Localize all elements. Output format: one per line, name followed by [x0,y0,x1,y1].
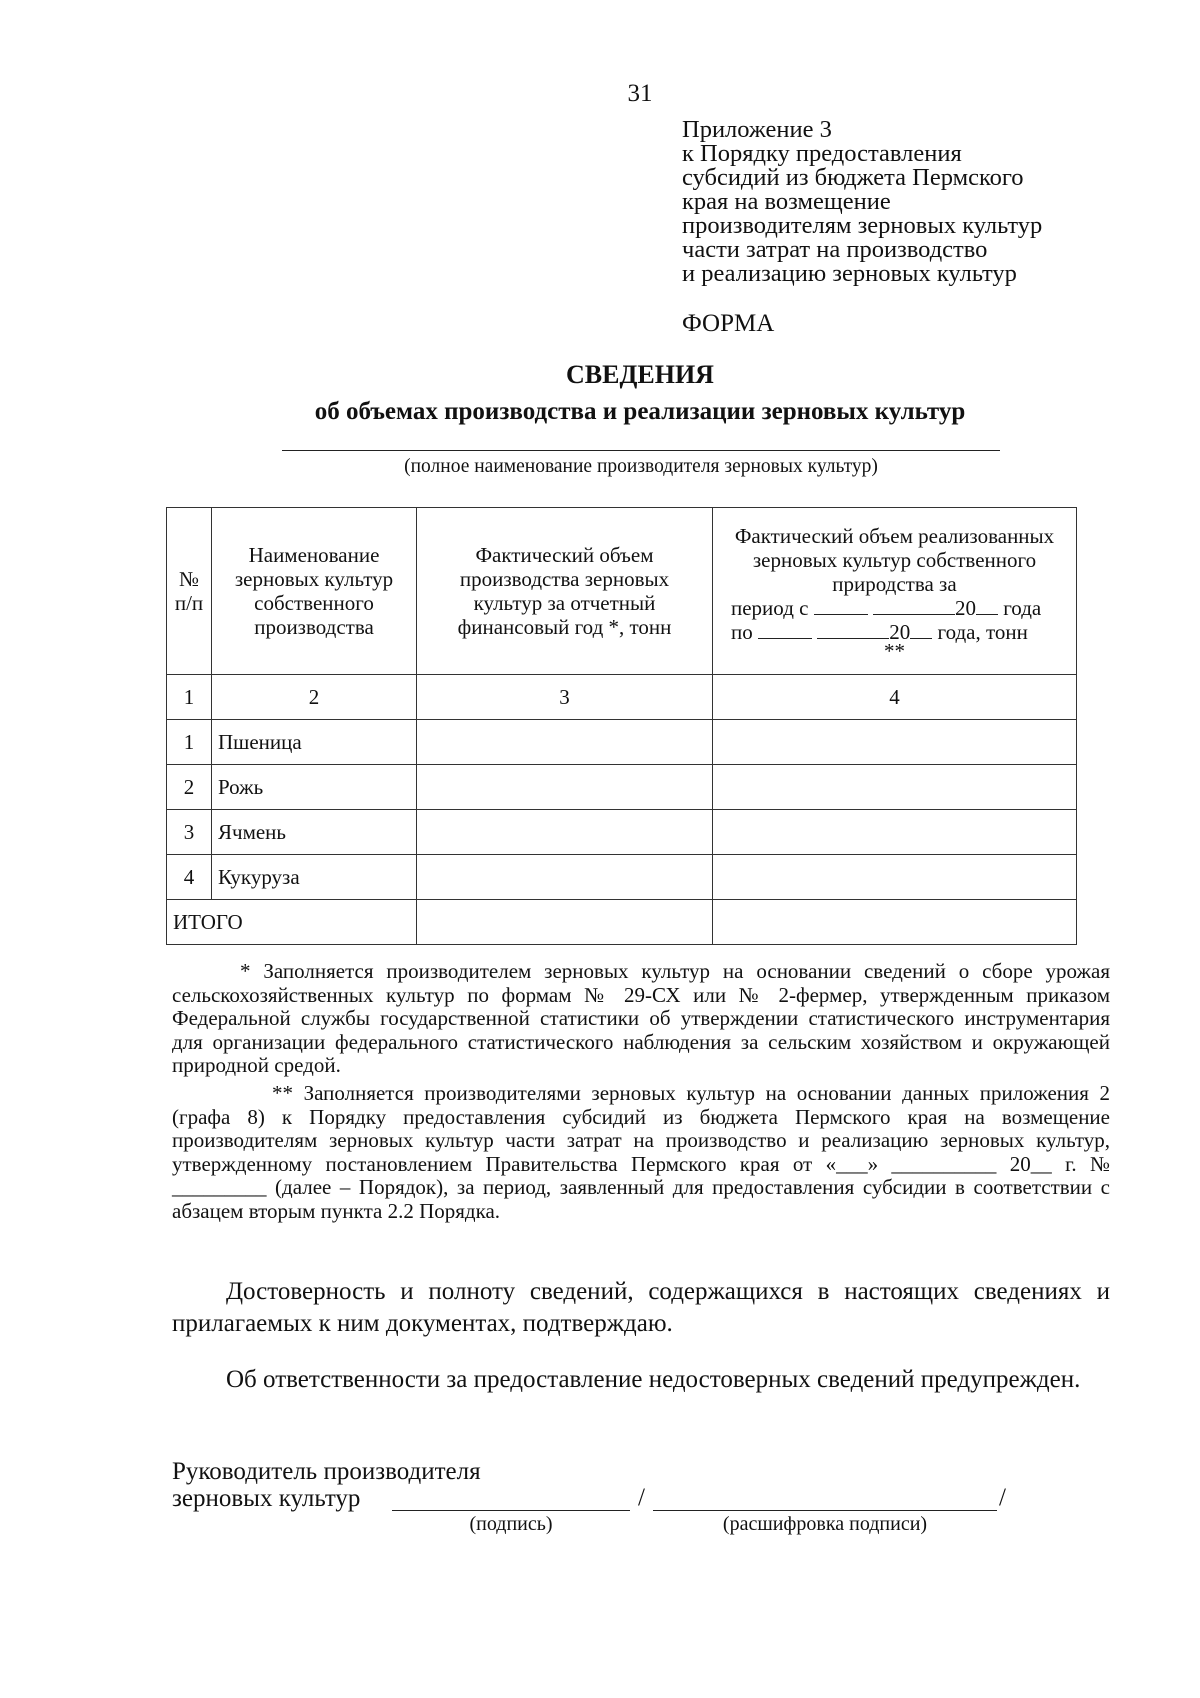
table-row [167,810,1077,855]
footnote-2: ** Заполняется производителями зерновых культур на основании данных приложения 2 (графа 8) к Порядку предоставления субсидий из бюджета Пермского края на возмещение производителям зерновых культур части затрат на производство и реализацию зерновых культур, утвержденному постановлением Правительства Пермского края от «___» __________ 20__ г. № _________ (далее – Порядок), за период, заявленный для предоставления субсидии в соответствии с абзацем вторым пункта 2.2 Порядка. [172,1081,1110,1223]
producer-name-hint: (полное наименование производителя зерновых культур) [404,456,878,477]
signature-decode-hint: (расшифровка подписи) [722,1513,928,1535]
period-from-month-field[interactable] [873,596,955,615]
column-number-row [167,675,1077,720]
period-to: по 20 года, тонн [731,620,1028,644]
header-production-volume: Фактический объем производства зерновых культур за отчетный финансовый год *, тонн [417,508,713,675]
table-row [167,720,1077,765]
document-title: СВЕДЕНИЯ [566,360,714,389]
responsibility-statement: Об ответственности за предоставление недостоверных сведений предупрежден. [226,1366,1081,1393]
signature-hint: (подпись) [469,1513,553,1535]
crop-name: Пшеница [212,720,417,765]
footnote-1: * Заполняется производителем зерновых культур на основании сведений о сборе урожая сельскохозяйственных культур по формам № 29-СХ или № 2-фермер, утвержденным приказом Федеральной службы государственной статистики об утверждении статистического инструментария для организации федерального статистического наблюдения за сельским хозяйством и окружающей природной средой. [172,959,1110,1077]
sales-volume-cell[interactable] [713,855,1077,900]
column-number: 1 [167,675,212,720]
row-number: 4 [167,855,212,900]
signature-decode-field[interactable] [653,1510,997,1511]
total-row [167,900,1077,945]
column-number: 4 [713,675,1077,720]
production-volume-cell[interactable] [417,765,713,810]
sales-volume-cell[interactable] [713,765,1077,810]
row-number: 1 [167,720,212,765]
crop-name: Ячмень [212,810,417,855]
period-from: период с 20 года [731,596,1042,620]
table-header-row [167,508,1077,675]
signer-title-line: Руководитель производителя [172,1458,481,1485]
production-volume-cell[interactable] [417,720,713,765]
appendix-line: субсидий из бюджета Пермского [682,164,1024,191]
appendix-reference [682,118,1152,286]
signer-title-line: зерновых культур [172,1485,361,1512]
total-label: ИТОГО [167,900,417,945]
sales-volume-cell[interactable] [713,720,1077,765]
column-number: 3 [417,675,713,720]
total-sales-cell[interactable] [713,900,1077,945]
total-production-cell[interactable] [417,900,713,945]
signature-separator: / [999,1484,1006,1511]
period-from-day-field[interactable] [814,596,868,615]
production-volume-cell[interactable] [417,810,713,855]
header-sales-text: Фактический объем реализованных зерновых культур собственного природства за [734,524,1055,596]
signature-separator: / [638,1484,645,1511]
producer-name-field[interactable] [282,450,1000,451]
period-to-day-field[interactable] [758,620,812,639]
header-number: № п/п [167,508,212,675]
appendix-line: производителям зерновых культур [682,212,1043,239]
header-sales-mark: ** [884,639,905,663]
period-to-year-field[interactable] [910,620,932,639]
production-volume-cell[interactable] [417,855,713,900]
appendix-line: и реализацию зерновых культур [682,260,1017,287]
appendix-line: края на возмещение [682,188,891,215]
header-sales-volume [713,508,1077,675]
table-row [167,765,1077,810]
appendix-line: к Порядку предоставления [682,140,962,167]
sales-volume-cell[interactable] [713,810,1077,855]
row-number: 3 [167,810,212,855]
crop-name: Рожь [212,765,417,810]
appendix-line: Приложение 3 [682,116,832,143]
crop-name: Кукуруза [212,855,417,900]
row-number: 2 [167,765,212,810]
signature-field[interactable] [392,1510,630,1511]
header-crop-name: Наименование зерновых культур собственного производства [212,508,417,675]
table-row [167,855,1077,900]
signer-title [172,1458,481,1512]
appendix-line: части затрат на производство [682,236,988,263]
page-number: 31 [627,80,653,107]
grain-volume-table [166,507,1077,945]
period-to-month-field[interactable] [817,620,889,639]
form-label: ФОРМА [682,310,775,337]
confirmation-statement: Достоверность и полноту сведений, содержащихся в настоящих сведениях и прилагаемых к ним документах, подтверждаю. [172,1278,1110,1337]
period-from-year-field[interactable] [976,596,998,615]
column-number: 2 [212,675,417,720]
document-subtitle: об объемах производства и реализации зерновых культур [314,398,966,425]
